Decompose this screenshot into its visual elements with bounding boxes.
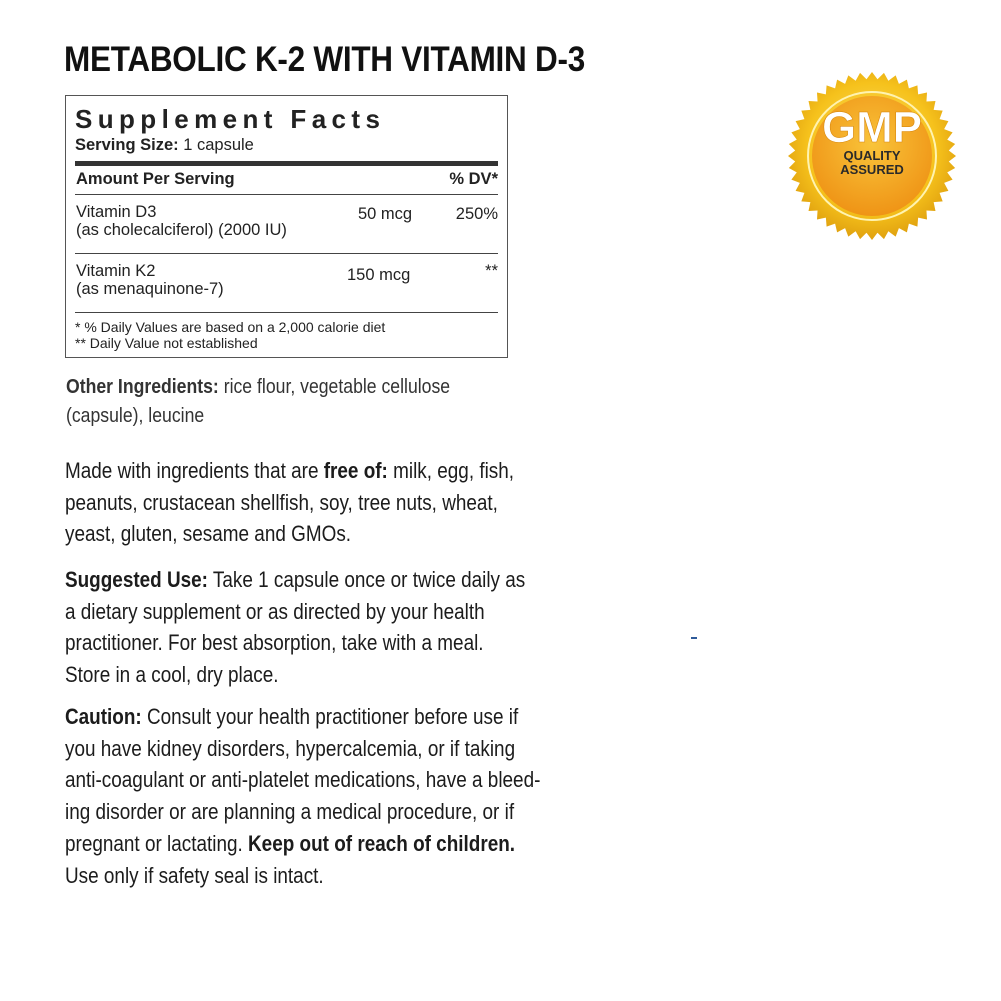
other-ingredients bbox=[66, 372, 450, 430]
caution-statement bbox=[65, 701, 540, 891]
nutrient-amount: 50 mcg bbox=[358, 205, 413, 223]
caution-text: ing disorder or are planning a medical procedure, or if bbox=[65, 799, 515, 825]
product-title: METABOLIC K-2 WITH VITAMIN D-3 bbox=[64, 40, 585, 79]
other-ingredients-text: rice flour, vegetable cellulose bbox=[218, 375, 451, 398]
amount-header-row bbox=[75, 166, 498, 194]
facts-footnotes bbox=[75, 313, 498, 351]
caution-text: anti-coagulant or anti-platelet medications, have a bleed- bbox=[65, 767, 541, 793]
allergen-lead: Made with ingredients that are bbox=[65, 458, 324, 483]
child-warning: Keep out of reach of children. bbox=[248, 830, 516, 856]
nutrient-row bbox=[75, 195, 498, 253]
nutrient-dv: 250% bbox=[455, 205, 498, 223]
suggested-use-text: Take 1 capsule once or twice daily as bbox=[207, 567, 526, 592]
caution-text: Consult your health practitioner before use if bbox=[141, 704, 519, 729]
nutrient-name: Vitamin K2 bbox=[76, 262, 156, 280]
caution-label: Caution: bbox=[65, 704, 142, 729]
nutrient-dv: ** bbox=[485, 262, 498, 280]
gmp-quality-seal bbox=[787, 71, 957, 241]
supplement-facts-panel bbox=[65, 95, 508, 358]
suggested-use bbox=[65, 564, 525, 691]
allergen-free-of-label: free of: bbox=[323, 458, 388, 483]
other-ingredients-label: Other Ingredients: bbox=[66, 375, 219, 398]
nutrient-name: Vitamin D3 bbox=[76, 203, 157, 221]
seal-main-text: GMP bbox=[822, 103, 922, 152]
seal-subtext: QUALITY bbox=[843, 148, 901, 163]
footnote: ** Daily Value not established bbox=[75, 335, 258, 351]
suggested-use-text: a dietary supplement or as directed by your health bbox=[65, 598, 485, 624]
serving-label: Serving Size: bbox=[75, 136, 179, 154]
amount-header: Amount Per Serving bbox=[76, 170, 235, 188]
seal-subtext: ASSURED bbox=[840, 162, 904, 177]
dv-header: % DV* bbox=[449, 170, 498, 188]
footnote: * % Daily Values are based on a 2,000 calorie diet bbox=[75, 319, 386, 335]
nutrient-amount: 150 mcg bbox=[347, 266, 411, 284]
serving-value: 1 capsule bbox=[183, 136, 254, 154]
caution-text: you have kidney disorders, hypercalcemia, or if taking bbox=[65, 735, 516, 761]
allergen-statement bbox=[65, 455, 514, 550]
caution-text: Use only if safety seal is intact. bbox=[65, 862, 324, 888]
stray-dash-mark bbox=[691, 637, 697, 639]
allergen-text: milk, egg, fish, bbox=[387, 458, 515, 483]
serving-size bbox=[75, 135, 498, 155]
suggested-use-text: Store in a cool, dry place. bbox=[65, 662, 279, 688]
nutrient-row bbox=[75, 254, 498, 312]
nutrient-detail: (as cholecalciferol) (2000 IU) bbox=[76, 221, 287, 239]
facts-heading: Supplement Facts bbox=[75, 104, 386, 134]
allergen-text: peanuts, crustacean shellfish, soy, tree nuts, wheat, bbox=[65, 489, 498, 515]
suggested-use-label: Suggested Use: bbox=[65, 567, 208, 592]
other-ingredients-text: (capsule), leucine bbox=[66, 404, 205, 427]
suggested-use-text: practitioner. For best absorption, take with a meal. bbox=[65, 630, 484, 656]
caution-text: pregnant or lactating. bbox=[65, 830, 249, 856]
nutrient-detail: (as menaquinone-7) bbox=[76, 280, 224, 298]
allergen-text: yeast, gluten, sesame and GMOs. bbox=[65, 521, 352, 547]
